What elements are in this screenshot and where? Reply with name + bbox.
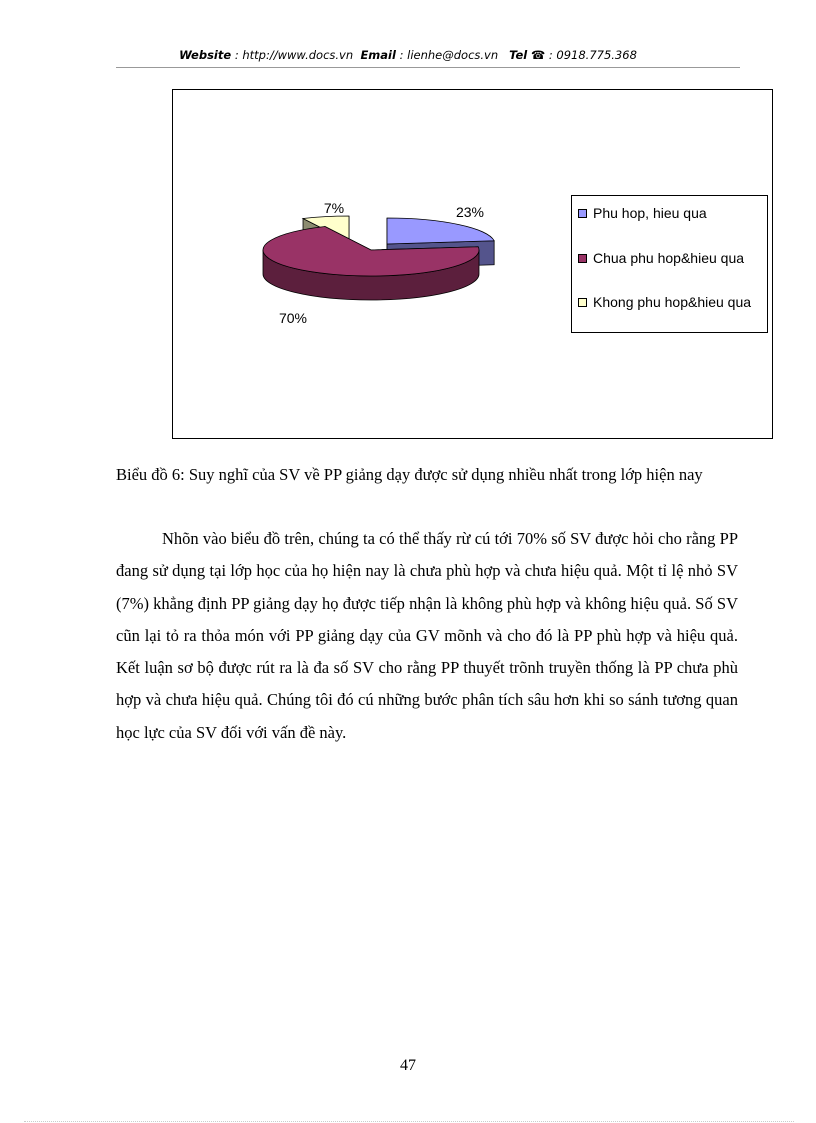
legend-swatch bbox=[578, 254, 587, 263]
page-header bbox=[0, 48, 816, 62]
data-label-phu-hop: 23% bbox=[455, 204, 485, 220]
pie-chart bbox=[172, 89, 773, 439]
legend-item-chua-phu-hop bbox=[578, 249, 768, 268]
legend-item-phu-hop bbox=[578, 204, 768, 223]
phone-icon: ☎ bbox=[530, 48, 546, 62]
tel-label: Tel bbox=[509, 48, 528, 62]
legend-swatch bbox=[578, 298, 587, 307]
website-value: : http://www.docs.vn bbox=[234, 48, 354, 62]
legend-item-khong-phu-hop bbox=[578, 293, 768, 312]
email-label: Email bbox=[360, 48, 396, 62]
data-label-chua-phu-hop: 70% bbox=[278, 310, 308, 326]
page-number: 47 bbox=[400, 1057, 416, 1074]
email-value: : lienhe@docs.vn bbox=[399, 48, 499, 62]
header-rule bbox=[116, 67, 740, 68]
bottom-rule bbox=[24, 1121, 794, 1122]
tel-value: : 0918.775.368 bbox=[548, 48, 637, 62]
legend-swatch bbox=[578, 209, 587, 218]
chart-legend bbox=[571, 195, 768, 333]
body-paragraph: Nhõn vào biểu đồ trên, chúng ta có thể thấy rừ cú tới 70% số SV được hỏi cho rằng PP đang sử dụng tại lớp học của họ hiện nay là chưa phù hợp và chưa hiệu quả. Một tỉ lệ nhỏ SV (7%) khẳng định PP giảng dạy họ được tiếp nhận là không phù hợp và không hiệu quả. Số SV cũn lại tỏ ra thỏa món với PP giảng dạy của GV mõnh và cho đó là PP phù hợp và hiệu quả. Kết luận sơ bộ được rút ra là đa số SV cho rằng PP thuyết trõnh truyền thống là PP chưa phù hợp và chưa hiệu quả. Chúng tôi đó cú những bước phân tích sâu hơn khi so sánh tương quan học lực của SV đối với vấn đề này. bbox=[116, 529, 738, 742]
figure-caption: Biểu đồ 6: Suy nghĩ của SV về PP giảng dạy được sử dụng nhiều nhất trong lớp hiện nay bbox=[116, 465, 703, 484]
data-label-khong-phu-hop: 7% bbox=[323, 200, 345, 216]
legend-label: Chua phu hop&hieu qua bbox=[593, 250, 745, 266]
website-label: Website bbox=[179, 48, 232, 62]
legend-label: Khong phu hop&hieu qua bbox=[593, 294, 752, 310]
legend-label: Phu hop, hieu qua bbox=[593, 205, 707, 221]
